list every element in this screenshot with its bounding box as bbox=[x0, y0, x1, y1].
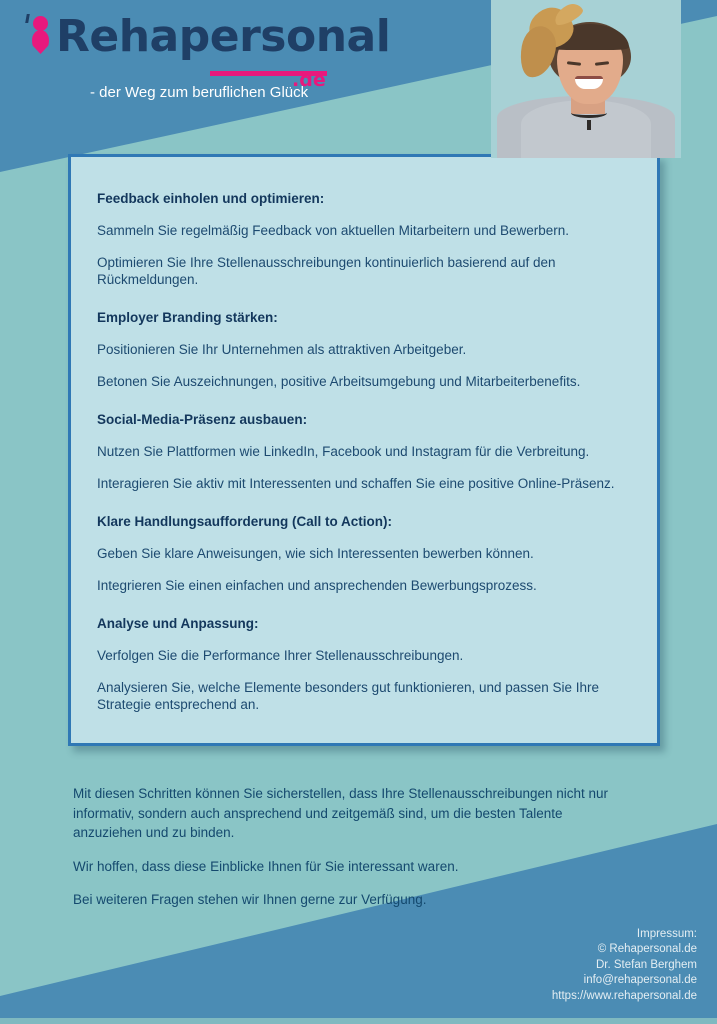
section-line: Optimieren Sie Ihre Stellenausschreibungen kontinuierlich basierend auf den Rückmeldungen. bbox=[97, 255, 556, 287]
impressum-line: Impressum: bbox=[636, 927, 697, 940]
section-line: Betonen Sie Auszeichnungen, positive Arbeitsumgebung und Mitarbeiterbenefits. bbox=[97, 374, 581, 389]
footer-bottom-strip bbox=[0, 1018, 717, 1024]
section-line: Nutzen Sie Plattformen wie LinkedIn, Facebook und Instagram für die Verbreitung. bbox=[97, 444, 590, 459]
section-line: Integrieren Sie einen einfachen und ansprechenden Bewerbungsprozess. bbox=[97, 578, 537, 593]
hero-photo bbox=[491, 0, 681, 158]
content-section bbox=[97, 616, 631, 713]
section-line: Analysieren Sie, welche Elemente besonders gut funktionieren, und passen Sie Ihre Strategie entsprechend an. bbox=[97, 680, 600, 712]
section-heading: Employer Branding stärken: bbox=[97, 310, 278, 325]
impressum-line[interactable]: info@rehapersonal.de bbox=[583, 974, 697, 986]
section-heading: Klare Handlungsaufforderung (Call to Action): bbox=[97, 514, 392, 529]
logo-tagline: - der Weg zum beruflichen Glück bbox=[90, 84, 309, 101]
content-section bbox=[97, 412, 631, 492]
section-line: Sammeln Sie regelmäßig Feedback von aktuellen Mitarbeitern und Bewerbern. bbox=[97, 223, 569, 238]
closing-text bbox=[73, 784, 633, 910]
section-line: Interagieren Sie aktiv mit Interessenten und schaffen Sie eine positive Online-Präsenz. bbox=[97, 476, 615, 491]
person-pin-icon bbox=[24, 14, 54, 58]
brand-logo[interactable] bbox=[24, 11, 391, 101]
impressum-line: © Rehapersonal.de bbox=[597, 943, 697, 955]
logo-pin-shape bbox=[32, 30, 49, 54]
closing-paragraph: Bei weiteren Fragen stehen wir Ihnen gerne zur Verfügung. bbox=[73, 892, 427, 907]
closing-paragraph: Mit diesen Schritten können Sie sicherstellen, dass Ihre Stellenausschreibungen nicht nur informativ, sondern auch ansprechend und zeitgemäß sind, um die besten Talente anzuziehen und zu binden. bbox=[73, 786, 609, 840]
photo-pendant bbox=[587, 120, 591, 130]
impressum-line[interactable]: https://www.rehapersonal.de bbox=[551, 989, 697, 1002]
photo-smile bbox=[575, 76, 603, 89]
content-section bbox=[97, 310, 631, 390]
content-panel bbox=[68, 154, 660, 746]
sections-list bbox=[97, 191, 631, 713]
section-line: Verfolgen Sie die Performance Ihrer Stellenausschreibungen. bbox=[97, 648, 464, 663]
logo-head-shape bbox=[33, 16, 48, 31]
section-heading: Feedback einholen und optimieren: bbox=[97, 191, 325, 206]
section-line: Geben Sie klare Anweisungen, wie sich Interessenten bewerben können. bbox=[97, 546, 534, 561]
section-line: Positionieren Sie Ihr Unternehmen als attraktiven Arbeitgeber. bbox=[97, 342, 467, 357]
logo-tld: .de bbox=[292, 69, 326, 91]
content-section bbox=[97, 514, 631, 594]
logo-wordmark: Rehapersonal bbox=[56, 11, 391, 62]
impressum-block bbox=[552, 927, 697, 1005]
section-heading: Analyse und Anpassung: bbox=[97, 616, 259, 631]
content-section bbox=[97, 191, 631, 288]
section-heading: Social-Media-Präsenz ausbauen: bbox=[97, 412, 308, 427]
impressum-line: Dr. Stefan Berghem bbox=[596, 958, 697, 971]
photo-choker bbox=[571, 108, 607, 118]
closing-paragraph: Wir hoffen, dass diese Einblicke Ihnen für Sie interessant waren. bbox=[73, 858, 459, 874]
logo-tick-mark bbox=[25, 14, 30, 23]
